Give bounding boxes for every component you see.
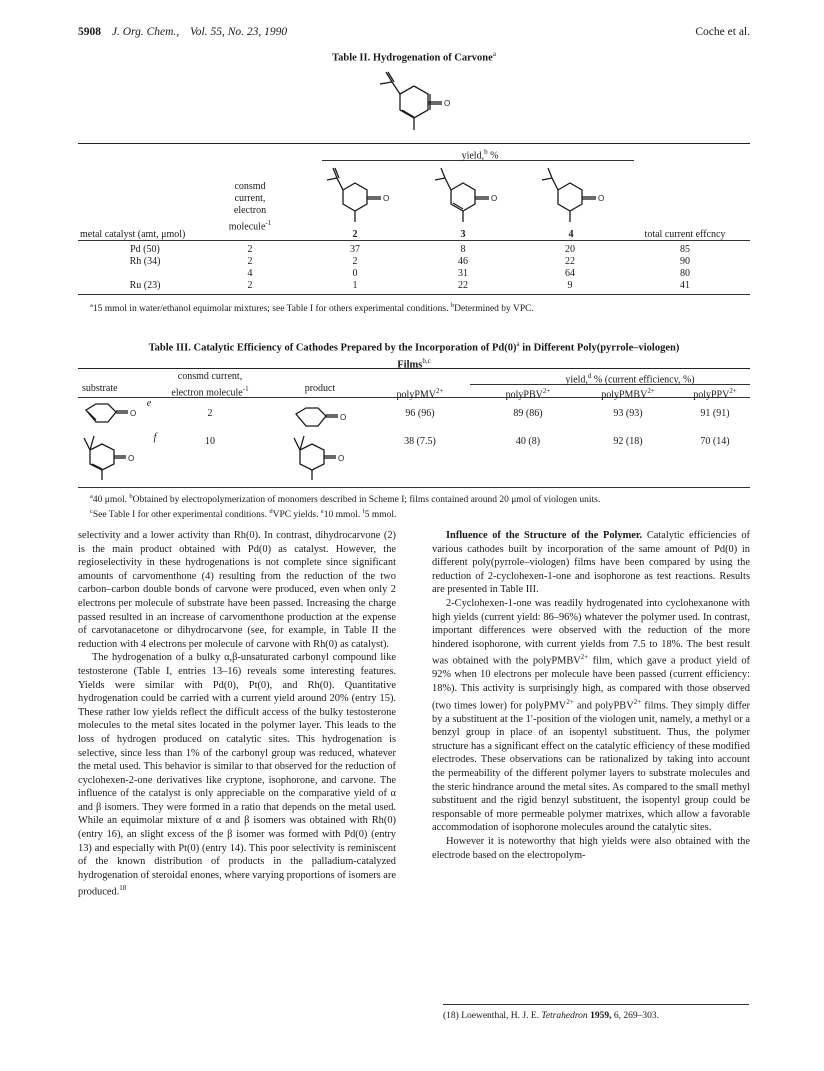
carvone-isopropenyl bbox=[392, 82, 400, 94]
svg-text:O: O bbox=[598, 194, 605, 203]
svg-text:O: O bbox=[338, 454, 345, 463]
body-paragraph: However it is noteworthy that high yields were also obtained with the electrode based on the electropolym- bbox=[432, 836, 750, 861]
body-left-column bbox=[78, 529, 396, 900]
table2-col-metal: metal catalyst (amt, μmol) bbox=[80, 229, 186, 240]
table2-title-footnote-mark: a bbox=[492, 50, 496, 58]
table3-col-polypmv: polyPMV$^{2+}$ bbox=[396, 387, 444, 401]
table3-caption: Table III. Catalytic Efficiency of Cathodes Prepared by the Incorporation of $Pd(0)^a$ in Different Poly(pyrrole–viologen) Films$^{b,c}$ bbox=[148, 340, 680, 370]
carvotanacetone-structure bbox=[433, 164, 513, 226]
page: 5908 J. Org. Chem., Vol. 55, No. 23, 1990 Coche et al. Table II. Hydrogenation of Carvone$^a$ O yield,$^b$ % metal catalyst (amt, μmol) consmd current, electron molecule$^{-1}$ total current effcncy O O O 2 3 4 Pd (50) 2 37 8 20 85 Rh (34) 2 2 46 22 90 4 0 31 64 80 Ru (23) 2 1 22 9 41 $^a$15 mmol in water/ethanol equimolar mixtures; see Table I for others experimental conditions. $^b$Determined by VPC. Table III. Catalytic Efficiency of Cathodes Prepared by the Incorporation of $Pd(0)^a$ in Different Poly(pyrrole–viologen) Films$^{b,c}$ substrate consmd current, electron molecule$^{-1}$ product yield,$^d$ % (current efficiency, %) polyPMV$^{2+}$ polyPBV$^{2+}$ polyPMBV$^{2+}$ polyPPV$^{2+}$ O e O 2 96 (96) 89 (86) 93 (93) 91 (91) O f O 10 38 (7.5) 40 (8) 92 (18) 70 (14) $^a$40 μmol. $^b$Obtained by electropolymerization of monomers described in Scheme I; films contained around 20 μmol of viologen units. $^c$See Table I for other experimental conditions. $^d$VPC yields. $^e$10 mmol. $^f$5 mmol. selectivity and a lower activity than Rh(0). In contrast, dihydrocarvone (2) is the main product obtained with Pd(0) as catalyst. However, the regioselectivity in these hydrogenations is not complete since significant amounts of carvomenthone (4) resulting from the reduction of the two carbon–carbon double bonds of carvone were produced, even when only 2 electrons per molecule of substrate have been passed. Increasing the charge passed resulted in an increase of carvomenthone production at the expense of carvotanacetone or dihydrocarvone (see, for example, in Table II the reduction with 4 electrons per molecule of carvone with Rh(0) as catalyst). The hydrogenation of a bulky α,β-unsaturated carbonyl compound like testosterone (Table I, entries 13–16) reveals some interesting features. Yields were similar with Pd(0), Pt(0), and Rh(0). Quantitative hydrogenation could be carried with a current yield around 20% (entry 15). These rather low yields reflect the difficult access of the bulky testosterone molecules to the metal sites located in the polymer layer. This leads to the loss of hydrogen produced on catalytic sites. This hydrogenation is selective, since less than 1% of the carbonyl group was reduced, whatever the metal used. This behavior is similar to that observed for the reduction of cyclohexen-2-one derivatives like cryptone, isophorone, and carvone. The influence of the catalyst is only appreciable on the comparative yield of α and β isomers. They were formed in a ratio that depends on the metal used. While an equimolar mixture of α and β isomers was obtained with Rh(0) (entry 16), an slight excess of the β isomer was formed with Pd(0) (entry 13) and especially with Pt(0) (entry 14). This poor selectivity is reminiscent of the known distribution of products in the palladium-catalyzed hydrogenation of steroidal enones, where varying proportions of isomers are produced.$^{18}$ Influence of the Structure of the Polymer. Catalytic efficiencies of various cathodes built by incorporation of the same amount of Pd(0) in different poly(pyrrole–viologen) films have been compared by using the reduction of 2-cyclohexen-1-one and isophorone as test reactions. Results are presented in Table III. 2-Cyclohexen-1-one was readily hydrogenated into cyclohexanone with high yields (current yield: 86–96%) whatever the polymer used. In contrast, important differences were observed with the reduction of the more hindered isophorone, with current yields from 7.5 to 18%. The best result was obtained with the polyPMBV$^{2+}$ film, which gave a product yield of 92% when 10 electrons per molecule have been passed (current efficiency: 18%). This activity is surprisingly high, as compared with those observed (two times lower) for polyPMV$^{2+}$ and polyPBV$^{2+}$ films. They simply differ by a substituent at the 1′-position of the viologen unit, namely, a methyl or a benzyl group in place of an isopentyl substituent. Thus, the polymer structure has a significant effect on the catalytic efficiency of these modified electrodes. These observations can be rationalized by taking into account the permeability of the different polymer layers to substrate molecules and the steric hindrance around the metal sites. As compared to the small methyl substituent and the rigid benzyl substituent, the isopentyl group could be responsable of more permeable polymer matrixes, which allow a favorable accommodation of isophorone molecules around the catalytic sites. However it is noteworthy that high yields were also obtained with the electrode based on the electropolym- (18) Loewenthal, H. J. E. Tetrahedron 1959, 6, 269–303. bbox=[0, 0, 824, 1071]
table2-title: Table II. Hydrogenation of Carvone bbox=[332, 52, 493, 64]
carvone-ring bbox=[400, 86, 428, 118]
table2-yield-header: yield,$^b$ % bbox=[461, 148, 499, 162]
svg-text:O: O bbox=[128, 454, 135, 463]
svg-text:O: O bbox=[340, 413, 347, 422]
body-paragraph: The hydrogenation of a bulky α,β-unsaturated carbonyl compound like testosterone (Table I, entries 13–16) reveals some interesting features. Yields were similar with Pd(0), Pt(0), and Rh(0). Quantitative hydrogenation could be carried with a current yield around 20% (entry 15). These rather low yields reflect the difficult access of the bulky testosterone molecules to the metal sites located in the polymer layer. This leads to the loss of hydrogen produced on catalytic sites. This hydrogenation is selective, since less than 1% of the carbonyl group was reduced, whatever the metal used. This behavior is similar to that observed for the reduction of cyclohexen-2-one derivatives like cryptone, isophorone, and carvone. The influence of the catalyst is only appreciable on the comparative yield of α and β isomers. They were formed in a ratio that depends on the metal used. While an equimolar mixture of α and β isomers was obtained with Rh(0) (entry 16), an slight excess of the β isomer was formed with Pd(0) (entry 13) and especially with Pt(0) (entry 14). This poor selectivity is reminiscent of the known distribution of products in the palladium-catalyzed hydrogenation of steroidal enones, where varying proportions of isomers are produced.$^{18}$ bbox=[78, 652, 396, 898]
svg-text:O: O bbox=[491, 194, 498, 203]
body-paragraph: selectivity and a lower activity than Rh(0). In contrast, dihydrocarvone (2) is the main product obtained with Pd(0) as catalyst. However, the regioselectivity in these hydrogenations is not complete since significant amounts of carvomenthone (4) resulting from the reduction of the two carbon–carbon double bonds of carvone were produced, even when only 2 electrons per molecule of substrate have been passed. Increasing the charge passed resulted in an increase of carvomenthone production at the expense of carvotanacetone or dihydrocarvone (see, for example, in Table II the reduction with 4 electrons per molecule of carvone with Rh(0) as catalyst). bbox=[78, 530, 396, 650]
table2-top-rule bbox=[78, 143, 750, 144]
table2-bottom-rule bbox=[78, 294, 750, 295]
table3-footnotes: $^a$40 μmol. $^b$Obtained by electropolymerization of monomers described in Scheme I; films contained around 20 μmol of viologen units. $^c$See Table I for other experimental conditions. $^d$VPC yields. $^e$10 mmol. $^f$5 mmol. bbox=[90, 493, 601, 521]
dihydrocarvone-structure bbox=[325, 164, 405, 226]
svg-text:O: O bbox=[383, 194, 390, 203]
cyclohexanone-structure bbox=[290, 404, 360, 434]
body-right-column bbox=[432, 529, 750, 862]
table3-col-consmd: consmd current, electron molecule$^{-1}$ bbox=[171, 371, 249, 399]
table3-col-polypmbv: polyPMBV$^{2+}$ bbox=[601, 387, 655, 401]
trimethylcyclohexanone-structure bbox=[290, 432, 370, 482]
section-heading: Influence of the Structure of the Polymer. bbox=[446, 530, 643, 541]
table3-col-polypbv: polyPBV$^{2+}$ bbox=[505, 387, 551, 401]
table2-footnotes: $^a$15 mmol in water/ethanol equimolar mixtures; see Table I for others experimental conditions. $^b$Determined by VPC. bbox=[90, 302, 534, 315]
table3-col-product: product bbox=[304, 383, 336, 394]
journal-name: J. Org. Chem., bbox=[111, 26, 180, 38]
table3-col-polyppv: polyPPV$^{2+}$ bbox=[693, 387, 737, 401]
table3-row1-footnote-mark: e bbox=[146, 398, 152, 409]
page-number: 5908 bbox=[78, 26, 101, 38]
table2-col-total: total current effcncy bbox=[644, 229, 726, 240]
journal-volume: Vol. 55, No. 23, 1990 bbox=[190, 26, 288, 38]
table2-label-compound-4: 4 bbox=[568, 229, 574, 240]
table2-label-compound-3: 3 bbox=[460, 229, 466, 240]
table3-yield-header: yield,$^d$ % (current efficiency, %) bbox=[565, 372, 695, 386]
running-header bbox=[78, 26, 750, 38]
table3-row2-footnote-mark: f bbox=[153, 432, 157, 443]
table3-top-rule bbox=[78, 368, 750, 369]
svg-text:O: O bbox=[130, 409, 137, 418]
table3-col-substrate: substrate bbox=[82, 383, 118, 394]
isophorone-structure bbox=[80, 432, 160, 482]
reference-footnote: (18) Loewenthal, H. J. E. Tetrahedron 1959, 6, 269–303. bbox=[443, 1004, 749, 1021]
table2-label-compound-2: 2 bbox=[352, 229, 358, 240]
carvone-oxygen-label: O bbox=[444, 99, 451, 108]
table2-caption bbox=[78, 50, 750, 64]
table3-bottom-rule bbox=[78, 487, 750, 488]
carvone-structure bbox=[360, 70, 470, 138]
body-paragraph: 2-Cyclohexen-1-one was readily hydrogenated into cyclohexanone with high yields (current yield: 86–96%) whatever the polymer used. In contrast, important differences were observed with the reduction of the more hindered isophorone, with current yields from 7.5 to 18%. The best result was obtained with the polyPMBV$^{2+}$ film, which gave a product yield of 92% when 10 electrons per molecule have been passed (current efficiency: 18%). This activity is surprisingly high, as compared with those observed (two times lower) for polyPMV$^{2+}$ and polyPBV$^{2+}$ films. They simply differ by a substituent at the 1′-position of the viologen unit, namely, a methyl or a benzyl group in place of an isopentyl substituent. Thus, the polymer structure has a significant effect on the catalytic efficiency of these modified electrodes. These observations can be rationalized by taking into account the permeability of the different polymer layers to substrate molecules and the steric hindrance around the metal sites. As compared to the small methyl substituent and the rigid benzyl substituent, the isopentyl group could be responsable of more permeable polymer matrixes, which allow a favorable accommodation of isophorone molecules around the catalytic sites. bbox=[432, 597, 750, 834]
table2-col-consmd: consmd current, electron molecule$^{-1}$ bbox=[228, 181, 272, 233]
running-author: Coche et al. bbox=[695, 26, 750, 38]
body-paragraph: Influence of the Structure of the Polymer. Catalytic efficiencies of various cathodes built by incorporation of the same amount of Pd(0) in different poly(pyrrole–viologen) films have been compared by using the reduction of 2-cyclohexen-1-one and isophorone as test reactions. Results are presented in Table III. bbox=[432, 530, 750, 596]
cyclohexenone-structure bbox=[80, 400, 150, 430]
carvomenthone-structure bbox=[540, 164, 620, 226]
